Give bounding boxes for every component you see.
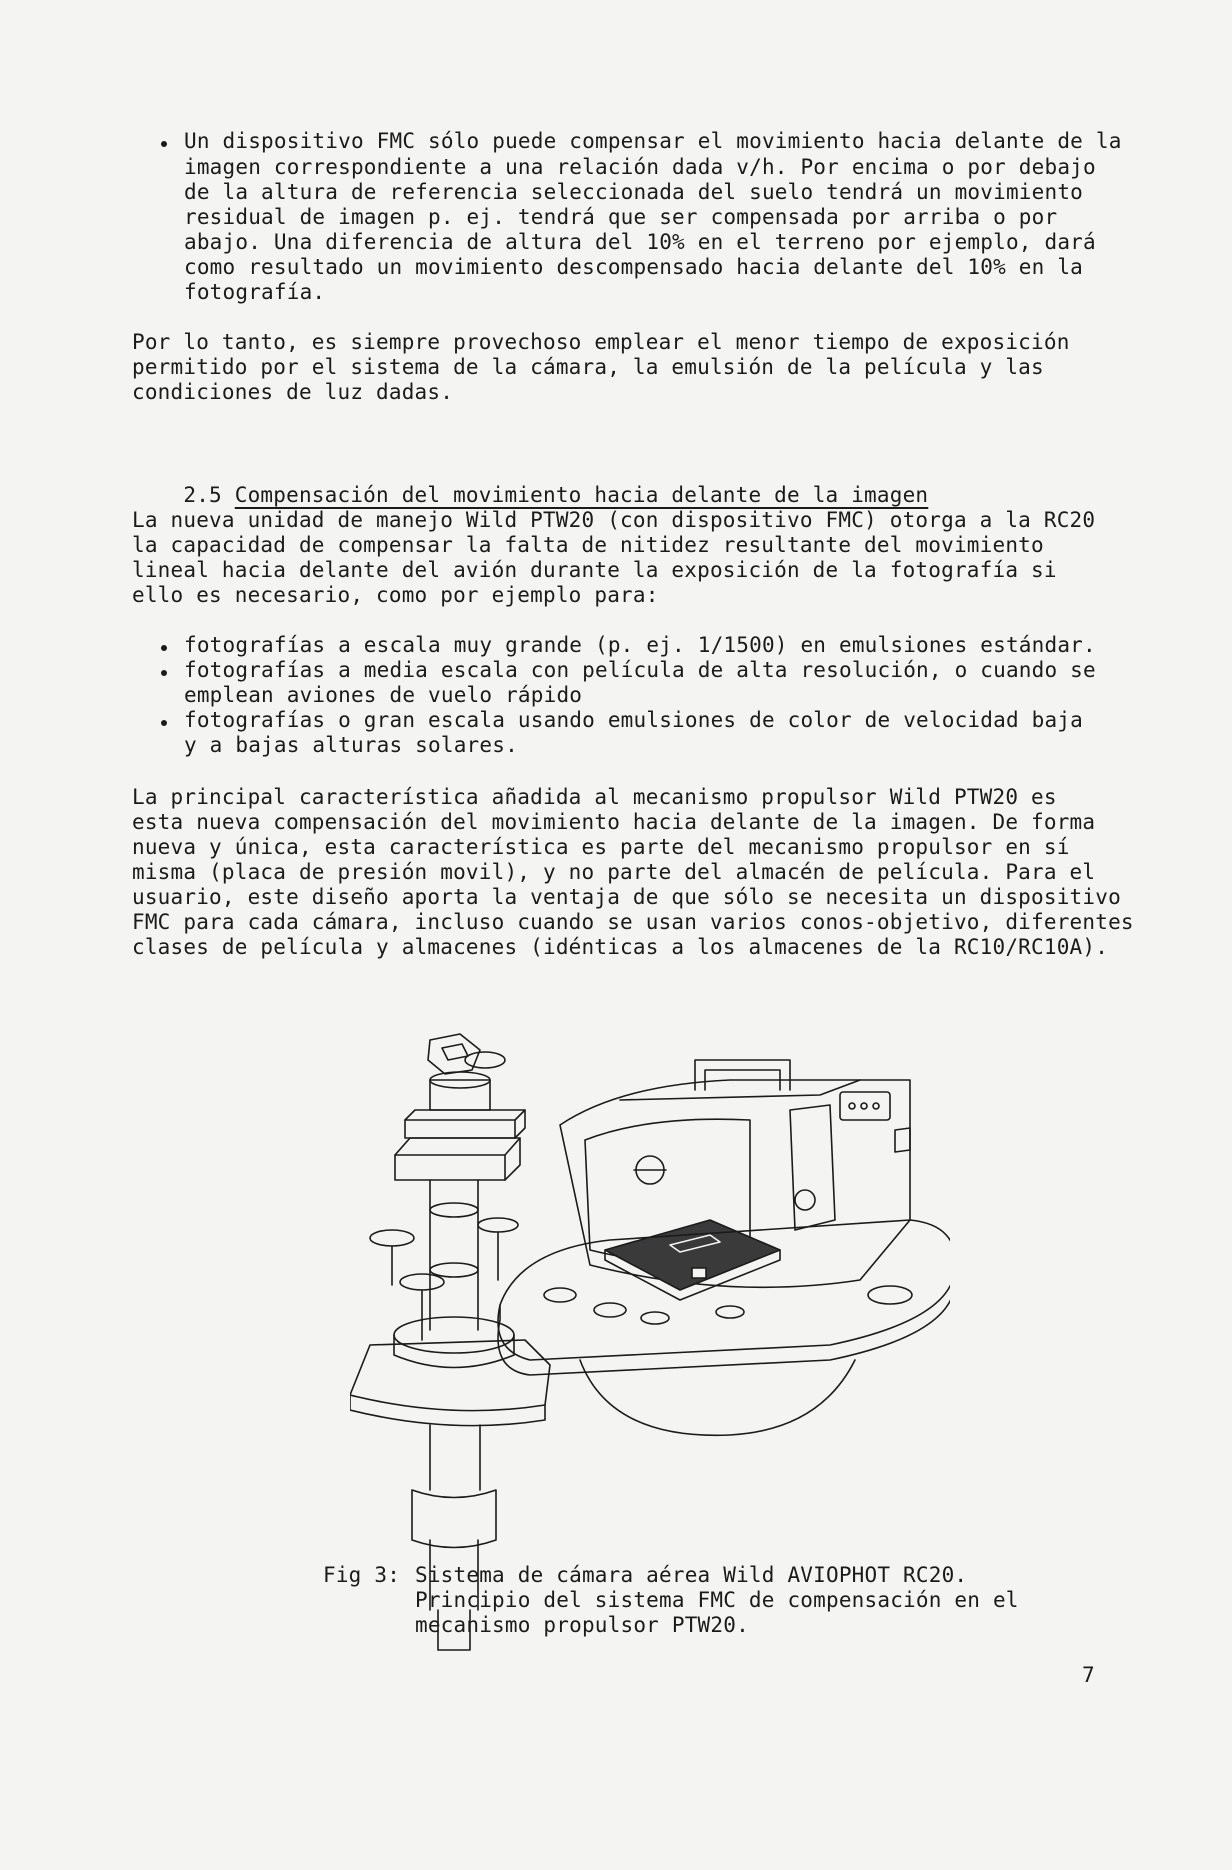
bullet-text-line: de la altura de referencia seleccionada del suelo tendrá un movimiento	[184, 180, 1084, 204]
viewfinder-unit	[350, 1034, 550, 1650]
paragraph-line: clases de película y almacenes (idénticas a los almacenes de la RC10/RC10A).	[132, 935, 1109, 959]
bullet-dot	[161, 670, 167, 676]
paragraph-line: permitido por el sistema de la cámara, la emulsión de la película y las	[132, 355, 1044, 379]
figure-label: Fig 3:	[323, 1563, 401, 1587]
bullet-text-line: fotografías a media escala con película de alta resolución, o cuando se	[184, 658, 1096, 682]
bullet-dot	[161, 141, 167, 147]
bullet-text-line: como resultado un movimiento descompensado hacia delante del 10% en la	[184, 255, 1084, 279]
bullet-text-line: imagen correspondiente a una relación dada v/h. Por encima o por debajo	[184, 155, 1096, 179]
drive-mechanism-unit	[498, 1060, 950, 1435]
camera-system-illustration	[350, 1020, 950, 1870]
paragraph-line: La principal característica añadida al mecanismo propulsor Wild PTW20 es	[132, 785, 1057, 809]
section-number: 2.5	[183, 483, 222, 507]
paragraph-line: lineal hacia delante del avión durante la exposición de la fotografía si	[132, 558, 1057, 582]
bullet-text-line: fotografías a escala muy grande (p. ej. 1/1500) en emulsiones estándar.	[184, 633, 1096, 657]
bullet-dot	[161, 645, 167, 651]
figure-caption-line: Principio del sistema FMC de compensación en el	[415, 1588, 1019, 1612]
section-title: Compensación del movimiento hacia delante de la imagen	[234, 483, 929, 507]
paragraph-line: La nueva unidad de manejo Wild PTW20 (con dispositivo FMC) otorga a la RC20	[132, 508, 1096, 532]
paragraph-line: condiciones de luz dadas.	[132, 380, 454, 404]
paragraph-line: misma (placa de presión movil), y no parte del almacén de película. Para el	[132, 860, 1096, 884]
paragraph-line: nueva y única, esta característica es parte del mecanismo propulsor en sí	[132, 835, 1070, 859]
figure-caption-line: mecanismo propulsor PTW20.	[415, 1613, 749, 1637]
figure-caption-line: Sistema de cámara aérea Wild AVIOPHOT RC20.	[415, 1563, 968, 1587]
paragraph-line: Por lo tanto, es siempre provechoso emplear el menor tiempo de exposición	[132, 330, 1070, 354]
bullet-text-line: y a bajas alturas solares.	[184, 733, 518, 757]
page-number: 7	[1082, 1663, 1095, 1687]
paragraph-line: ello es necesario, como por ejemplo para:	[132, 583, 659, 607]
bullet-text-line: fotografía.	[184, 280, 326, 304]
bullet-text-line: residual de imagen p. ej. tendrá que ser compensada por arriba o por	[184, 205, 1058, 229]
paragraph-line: FMC para cada cámara, incluso cuando se usan varios conos-objetivo, diferentes	[132, 910, 1134, 934]
bullet-dot	[161, 720, 167, 726]
paragraph-line: la capacidad de compensar la falta de nitidez resultante del movimiento	[132, 533, 1044, 557]
bullet-text-line: fotografías o gran escala usando emulsiones de color de velocidad baja	[184, 708, 1084, 732]
bullet-text-line: abajo. Una diferencia de altura del 10% en el terreno por ejemplo, dará	[184, 230, 1096, 254]
bullet-text-line: Un dispositivo FMC sólo puede compensar el movimiento hacia delante de la	[184, 129, 1122, 153]
paragraph-line: esta nueva compensación del movimiento hacia delante de la imagen. De forma	[132, 810, 1096, 834]
paragraph-line: usuario, este diseño aporta la ventaja de que sólo se necesita un dispositivo	[132, 885, 1121, 909]
bullet-text-line: emplean aviones de vuelo rápido	[184, 683, 583, 707]
